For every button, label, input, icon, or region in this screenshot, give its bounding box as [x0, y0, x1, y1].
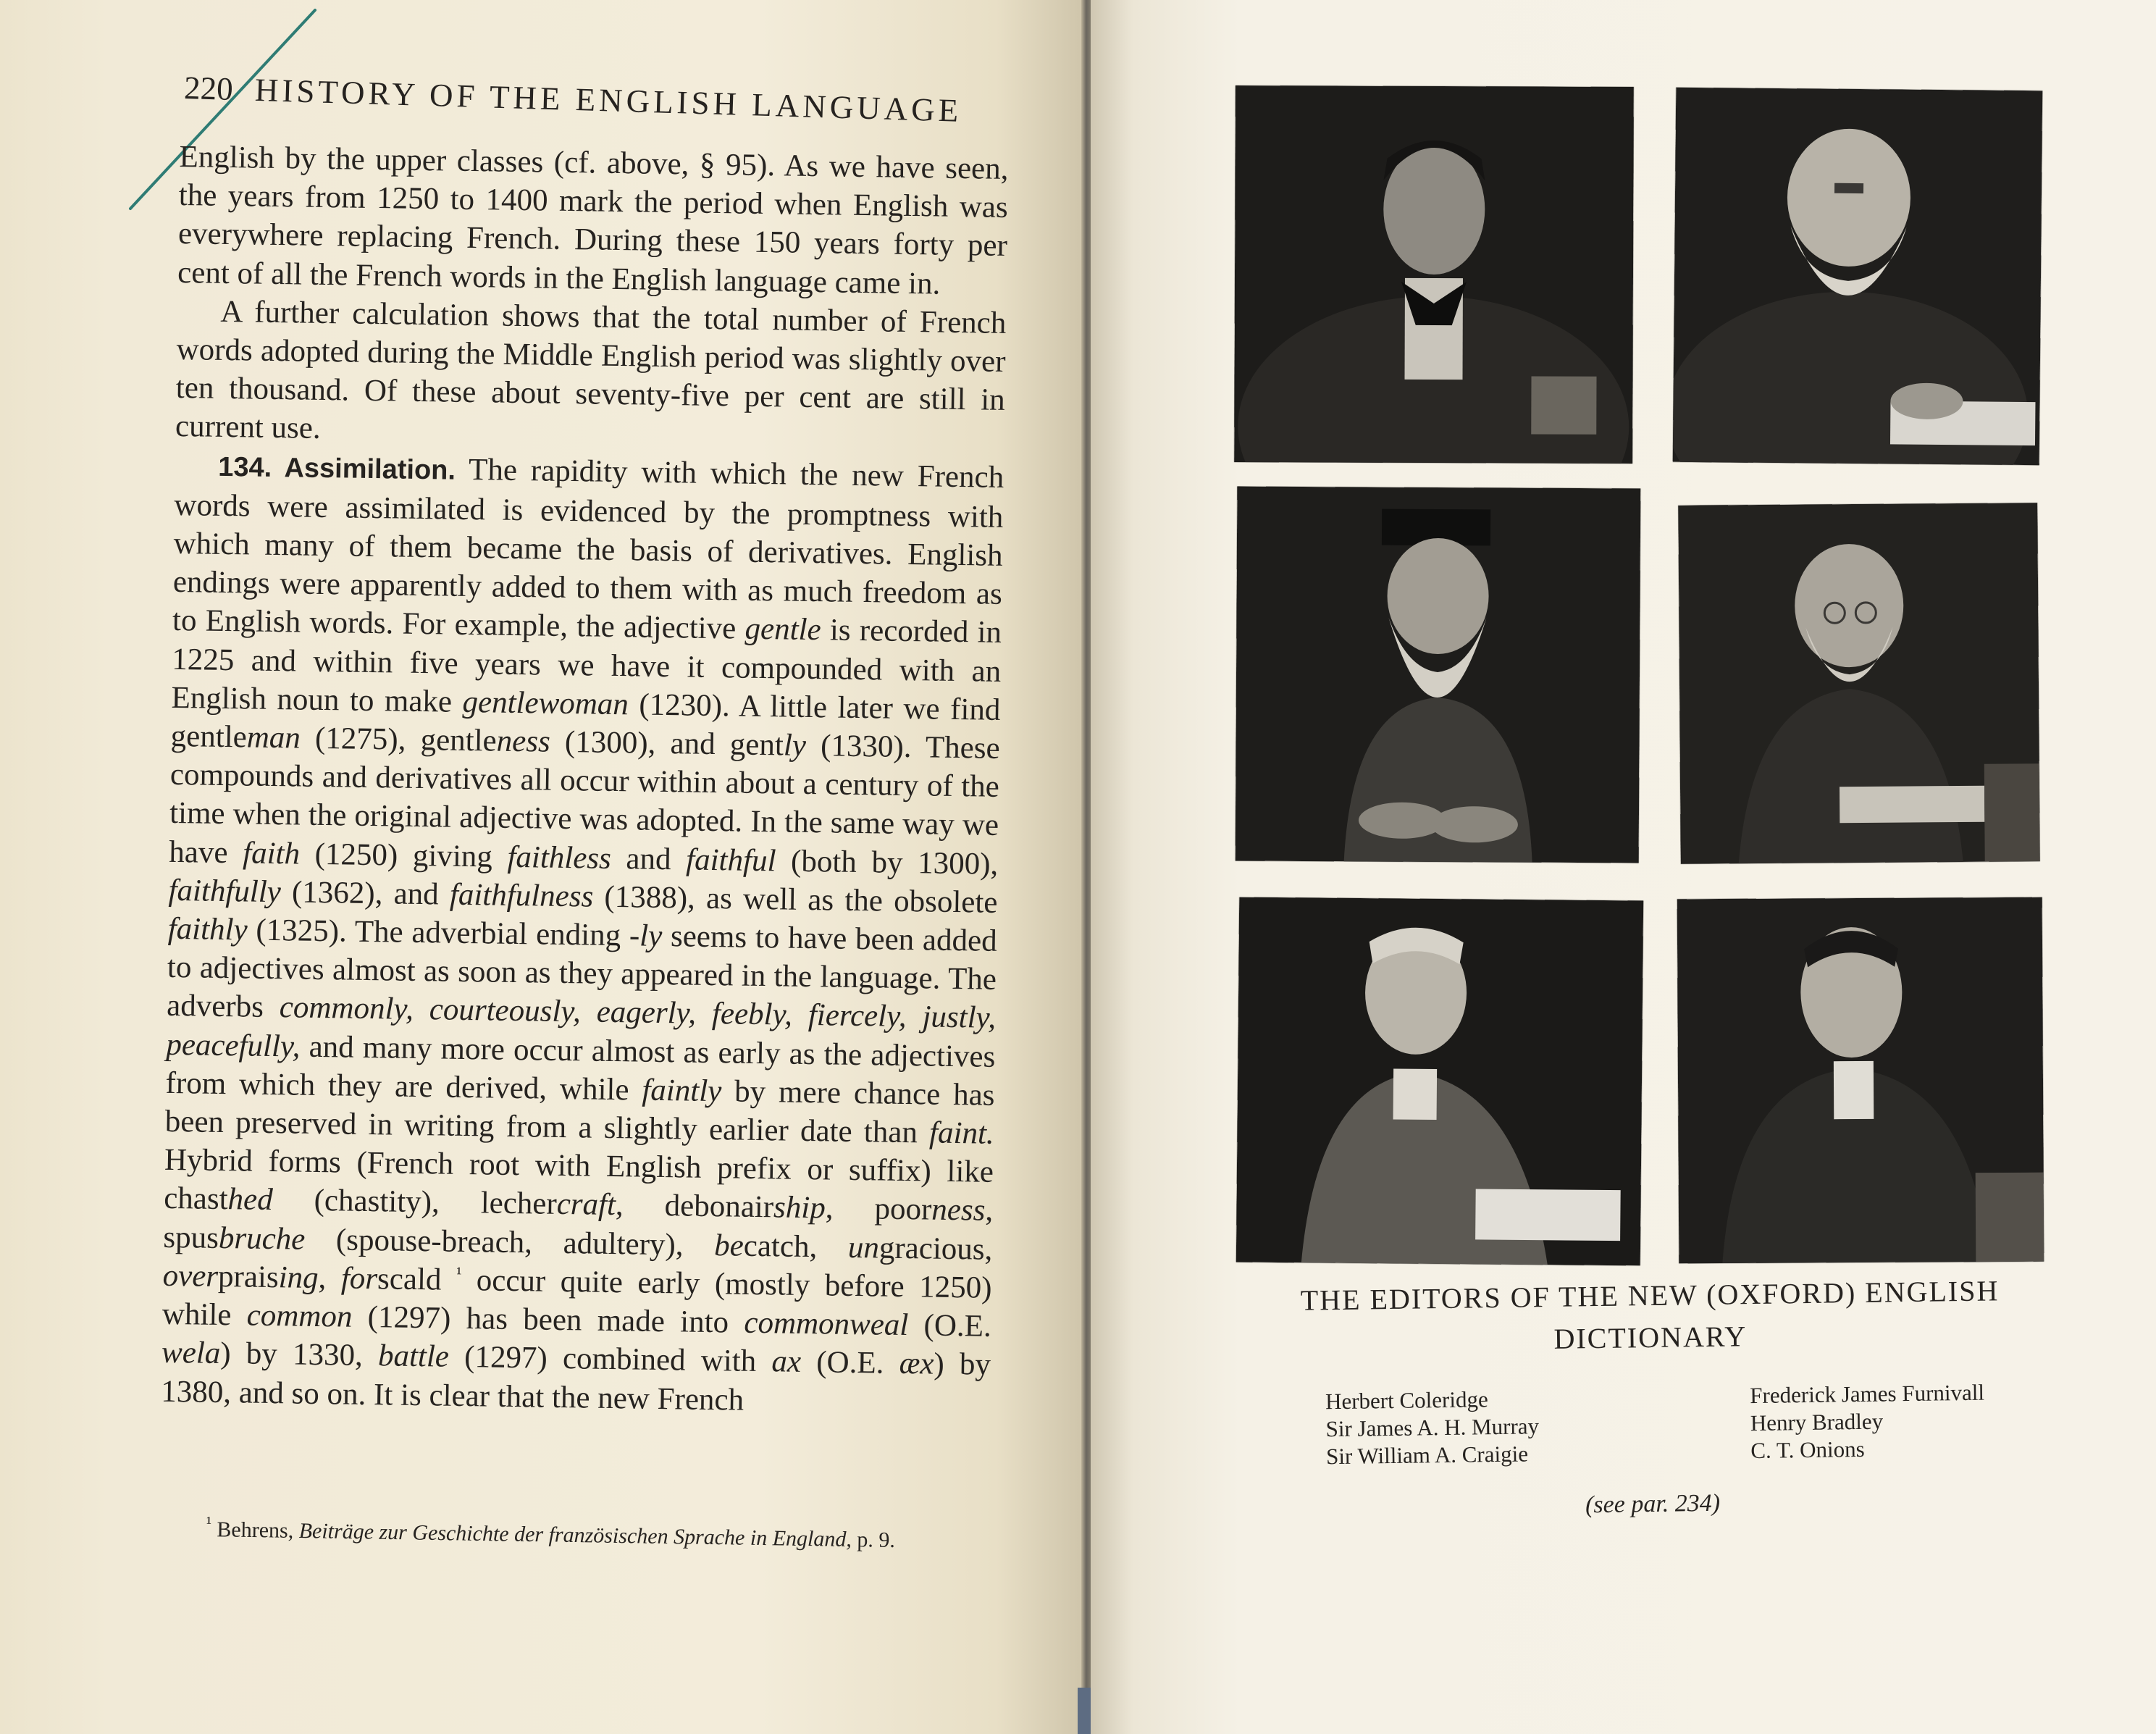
italic-run: wela: [161, 1336, 221, 1371]
text-run: catch,: [743, 1228, 849, 1265]
italic-run: over: [162, 1258, 219, 1294]
editor-name: C. T. Onions: [1750, 1436, 1865, 1464]
italic-run: commonly, courteously, eagerly, feebly, fiercely, justly, peacefully,: [166, 990, 997, 1064]
italic-run: faint.: [928, 1115, 995, 1151]
text-run: Hybrid forms (French root with English prefix or suffix) like chast: [163, 1143, 994, 1217]
section-heading: 134. Assimilation.: [217, 451, 456, 486]
text-run: ) by 1330,: [219, 1336, 379, 1373]
text-run: by mere chance has been preserved in writing from a slightly earlier date than: [164, 1074, 995, 1150]
text-run: (1230). A little later we find gentle: [170, 687, 1001, 755]
text-run: (1388), as well as the obsolete: [592, 879, 998, 920]
text-run: (1297) combined with: [448, 1340, 772, 1379]
italic-run: ly: [783, 728, 807, 763]
text-run: ,: [318, 1260, 342, 1296]
right-page: [1091, 0, 2156, 1734]
text-run: (O.E.: [907, 1308, 992, 1344]
italic-run: be: [713, 1228, 744, 1263]
italic-run: faithless: [507, 839, 612, 876]
italic-run: craft: [556, 1187, 616, 1223]
photo-caption: [1230, 1269, 2073, 1524]
portrait-photo-3: [1236, 487, 1641, 863]
portrait-photo-1: [1234, 85, 1634, 464]
text-run: ) by 1380, and so on. It is clear that the new French: [160, 1346, 991, 1417]
text-run: (both by 1300),: [776, 843, 999, 881]
text-run: , spus: [163, 1194, 994, 1255]
paragraph-1: English by the upper classes (cf. above, § 95). As we have seen, the years from 1250 to 1400 mark the period when English was everywhere replacing French. During these 150 years forty per cent of all the French words in the English language came in.: [177, 139, 1009, 301]
see-reference: (see par. 234): [1585, 1489, 1721, 1519]
paragraph-2: A further calculation shows that the total number of French words adopted during the Middle English period was slightly over ten thousand. Of these about seventy-five per cent are still in current use.: [175, 294, 1007, 446]
italic-run: faithfully: [168, 873, 282, 910]
text-run: (chastity), lecher: [272, 1183, 558, 1222]
footnote-title: Beiträge zur Geschichte der französischen Sprache in England,: [298, 1519, 852, 1551]
text-run: , debonair: [615, 1188, 774, 1225]
page-number: 220: [183, 69, 234, 107]
text-run: and many more occur almost as early as the adjectives from which they are derived, while: [165, 1029, 996, 1107]
paragraph-3: [161, 446, 1004, 1423]
portrait-photo-4: [1678, 503, 2039, 863]
names-column-right: [1750, 1379, 1985, 1465]
editor-name: Frederick James Furnivall: [1750, 1379, 1985, 1409]
footnote-marker: ¹: [206, 1514, 212, 1533]
portrait-photo-2: [1673, 88, 2042, 465]
footnote: [206, 1514, 1002, 1554]
italic-run: man: [246, 720, 301, 755]
editor-names: [1231, 1378, 2072, 1472]
editor-name: Sir James A. H. Murray: [1325, 1413, 1540, 1442]
italic-run: commonweal: [744, 1305, 909, 1343]
text-run: (1250) giving: [299, 837, 508, 874]
italic-run: faithful: [685, 842, 776, 878]
text-run: and: [611, 841, 687, 877]
section-body: [161, 452, 1004, 1417]
text-run: (1330). These compounds and derivatives all occur within about a century of the time when the original adjective was adopted. In the same way we have: [169, 728, 1000, 871]
text-run: scald: [377, 1262, 457, 1297]
text-run: (1300), and gent: [550, 724, 784, 763]
text-run: (spouse-breach, adultery),: [304, 1222, 715, 1262]
text-run: The rapidity with which the new French words were assimilated is evidenced by the promptness with which many of them became the basis of derivatives. English endings were apparently added to them with as much freedom as to English words. For example, the adjective: [172, 452, 1004, 647]
text-run: (1325). The adverbial ending: [247, 913, 630, 953]
editor-name: Sir William A. Craigie: [1325, 1441, 1529, 1470]
italic-run: faithfulness: [449, 877, 594, 914]
text-run: is recorded in 1225 and within five years we have it compounded with an English noun to make: [171, 613, 1002, 719]
italic-run: ax: [771, 1344, 802, 1380]
text-run: (1362), and: [280, 875, 450, 912]
italic-run: hed: [227, 1182, 274, 1218]
body-text: [161, 138, 1009, 1423]
italic-run: battle: [377, 1339, 450, 1374]
text-run: gracious,: [878, 1231, 993, 1267]
italic-run: for: [340, 1261, 378, 1297]
italic-run: gentle: [744, 612, 821, 648]
text-run: (1297) has been made into: [352, 1299, 744, 1340]
italic-run: bruche: [218, 1220, 306, 1257]
italic-run: æx: [899, 1346, 934, 1381]
italic-run: ship: [773, 1190, 826, 1226]
text-run: (1275), gentle: [300, 721, 498, 758]
italic-run: -ly: [629, 918, 663, 954]
text-run: occur quite early (mostly before 1250) while: [162, 1262, 992, 1333]
italic-run: common: [246, 1298, 353, 1334]
footnote-ref: ¹: [456, 1264, 462, 1283]
italic-run: un: [847, 1230, 880, 1265]
italic-run: faintly: [642, 1073, 722, 1109]
text-run: (O.E.: [800, 1345, 900, 1381]
running-head-title: HISTORY OF THE ENGLISH LANGUAGE: [254, 71, 962, 129]
editor-name: Henry Bradley: [1750, 1408, 1884, 1436]
italic-run: ness: [496, 724, 551, 759]
editor-name: Herbert Coleridge: [1325, 1386, 1488, 1415]
caption-title: THE EDITORS OF THE NEW (OXFORD) ENGLISH DICTIONARY: [1300, 1274, 2000, 1355]
footnote-author: Behrens,: [217, 1517, 299, 1544]
portrait-photo-6: [1677, 897, 2044, 1264]
text-run: seems to have been added to adjectives almost as soon as they appeared in the language. The adverbs: [166, 919, 998, 1025]
italic-run: faithly: [167, 911, 248, 947]
text-run: , poor: [825, 1191, 932, 1228]
text-run: prais: [217, 1259, 280, 1295]
footnote-page: p. 9.: [851, 1527, 896, 1552]
portrait-photo-5: [1236, 897, 1643, 1266]
italic-run: ness: [931, 1193, 986, 1228]
italic-run: ing: [278, 1260, 319, 1295]
italic-run: gentlewoman: [462, 684, 629, 722]
italic-run: faith: [242, 836, 301, 871]
names-column-left: [1325, 1385, 1540, 1470]
